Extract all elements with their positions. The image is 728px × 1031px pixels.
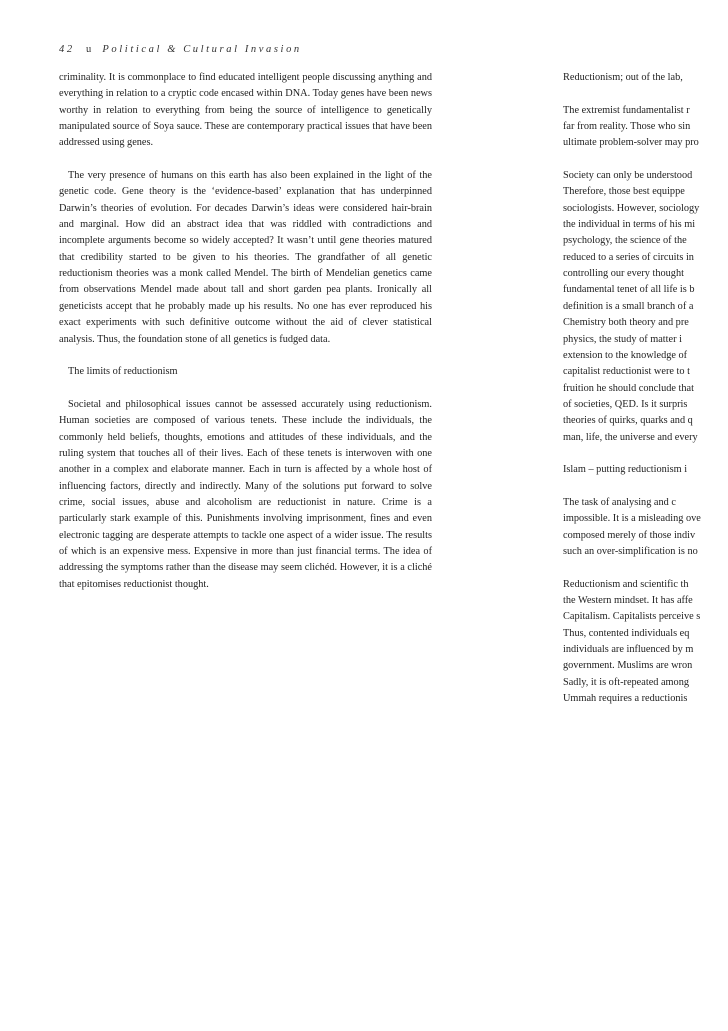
- left-column: [59, 70, 432, 609]
- text-line: extension to the knowledge of: [563, 349, 688, 361]
- text-line: Thus, contented individuals eq: [563, 627, 690, 639]
- text-line: Society can only be understood: [563, 170, 693, 182]
- right-column: [563, 70, 728, 707]
- text-line: far from reality. Those who sin: [563, 121, 691, 133]
- text-line: The extremist fundamentalist r: [563, 104, 690, 116]
- paragraph: Societal and philosophical issues cannot be assessed accurately using reductionism. Human societies are composed of various tenets. These include the individuals, the commonly held beliefs, thoughts, emotions and attitudes of these individuals, and the ruling system that touches all of their lives. Each of these tenets is interwoven with one another in a complex and elaborate manner. Each in turn is affected by a whole host of influencing factors, directly and indirectly. Many of the solutions put forward to solve crime, social issues, abuse and alcoholism are reductionist in nature. Crime is a particularly stark example of this. Punishments involving imprisonment, fines and even electronic tagging are desperate attempts to tackle one aspect of a wider issue. The results of which is an expensive mess. Expensive in more than just financial terms. The idea of addressing the symptoms rather than the disease may seem clichéd. However, it is a cliché that epitomises reductionist thought.: [59, 398, 432, 590]
- running-header: [59, 44, 302, 55]
- text-line: capitalist reductionist were to t: [563, 366, 690, 378]
- text-line: impossible. It is a misleading ove: [563, 513, 701, 525]
- text-line: fundamental tenet of all life is b: [563, 284, 695, 296]
- text-line: Capitalism. Capitalists perceive s: [563, 611, 701, 623]
- text-line: reduced to a series of circuits in: [563, 251, 694, 263]
- text-line: psychology, the science of the: [563, 235, 687, 247]
- text-line: [563, 86, 728, 102]
- text-line: Sadly, it is oft-repeated among: [563, 676, 690, 688]
- text-line: fruition he should conclude that: [563, 382, 694, 394]
- header-separator: u: [85, 44, 92, 55]
- text-line: The task of analysing and c: [563, 496, 676, 508]
- section-heading: The limits of reductionism: [68, 366, 178, 378]
- text-line: man, life, the universe and every: [563, 431, 698, 443]
- text-line: of societies, QED. Is it surpris: [563, 398, 688, 410]
- text-line: controlling our every thought: [563, 268, 684, 280]
- paragraph: The very presence of humans on this earth has also been explained in the light of the genetic code. Gene theory is the ‘evidence-based’ explanation that has underpinned Darwin’s theories of evolution. For decades Darwin’s ideas were considered hair-brain and marginal. How did an abstract idea that was riddled with contradictions and incomplete arguments become so widely accepted? It wasn’t until gene theories matured that credibility started to be given to his theories. The grandfather of all genetic reductionism theories was a monk called Mendel. The birth of Mendelian genetics came from observations Mendel made about tall and short garden pea plants. Ironically all geneticists accept that he probably made up his results. No one has ever reproduced his exact experiments with such definitive outcome without the aid of clever statistical analysis. Thus, the foundation stone of all genetics is fudged data.: [59, 170, 432, 345]
- text-line: Islam – putting reductionism i: [563, 464, 688, 476]
- page-number: 42: [59, 44, 75, 55]
- text-line: the individual in terms of his mi: [563, 219, 696, 231]
- text-line: Reductionism; out of the lab,: [563, 72, 683, 83]
- text-line: [563, 479, 728, 495]
- text-line: government. Muslims are wron: [563, 660, 693, 672]
- text-line: ultimate problem-solver may pro: [563, 137, 699, 149]
- text-line: [563, 446, 728, 462]
- text-line: definition is a small branch of a: [563, 300, 694, 312]
- text-line: [563, 560, 728, 576]
- text-line: such an over-simplification is no: [563, 545, 698, 557]
- text-line: sociologists. However, sociology: [563, 202, 700, 214]
- text-line: Chemistry both theory and pre: [563, 317, 689, 329]
- text-line: composed merely of those indiv: [563, 529, 696, 541]
- text-line: Reductionism and scientific th: [563, 578, 689, 590]
- text-line: the Western mindset. It has affe: [563, 595, 693, 606]
- text-line: individuals are influenced by m: [563, 644, 694, 656]
- text-line: physics, the study of matter i: [563, 333, 682, 345]
- paragraph: criminality. It is commonplace to find educated intelligent people discussing anything and everything in relation to a cryptic code encased within DNA. Today genes have been news worthy in relation to everything from being the source of intelligence to genetically manipulated source of Soya sauce. These are contemporary practical issues that have been addressed using genes.: [59, 72, 432, 149]
- book-title: Political & Cultural Invasion: [102, 44, 302, 55]
- right-column-clip: [560, 60, 728, 760]
- text-line: Ummah requires a reductionis: [563, 693, 688, 705]
- text-line: [563, 152, 728, 168]
- text-line: Therefore, those best equippe: [563, 186, 685, 198]
- text-line: theories of quirks, quarks and q: [563, 415, 693, 427]
